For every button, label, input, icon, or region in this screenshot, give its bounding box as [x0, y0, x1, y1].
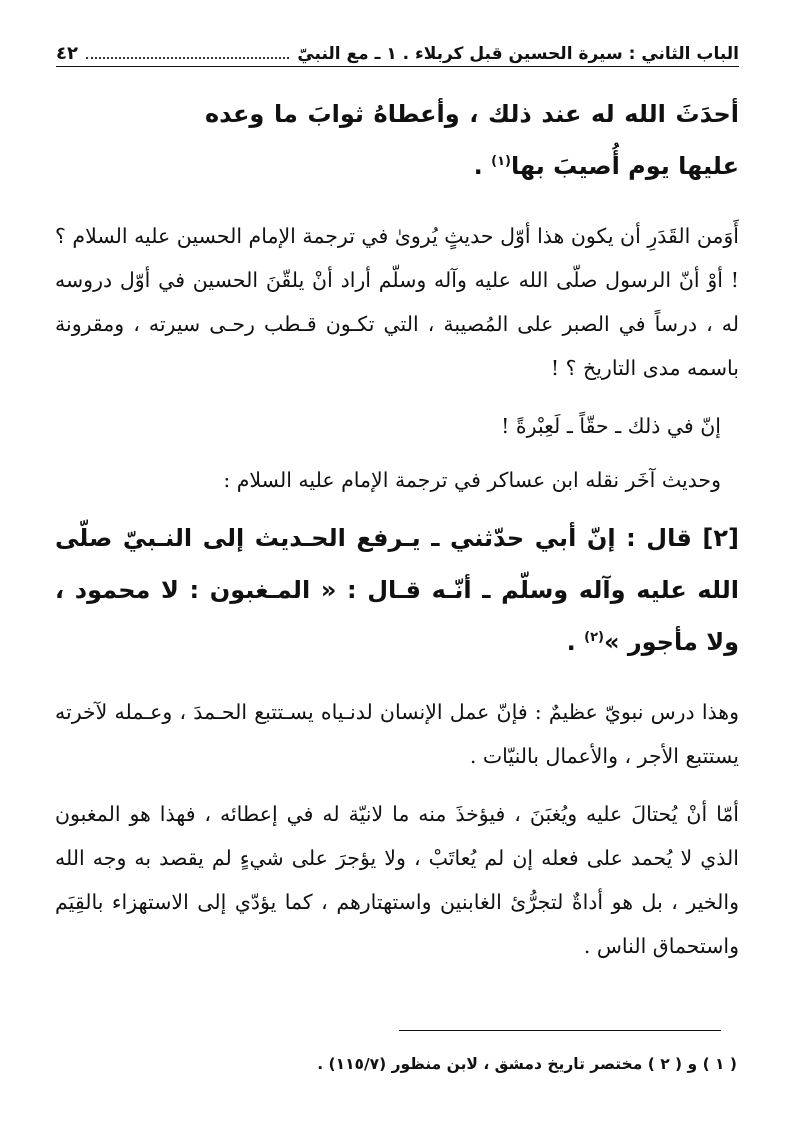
main-text — [55, 88, 739, 982]
hadith-quote-2-end: . — [566, 628, 585, 656]
footnote-ref-1: (١) — [491, 154, 511, 169]
footnote: ( ١ ) و ( ٢ ) مختصر تاريخ دمشق ، لابن منظور (١١٥/٧) . — [317, 1055, 737, 1073]
running-header — [56, 36, 739, 67]
hadith-quote-2 — [55, 512, 739, 668]
hadith-quote-1-end: . — [473, 152, 492, 180]
hadith-quote-2-text: [٢] قال : إنّ أبي حدّثني ـ يـرفع الحـديث إلى النـبيّ صلّى الله عليه وآله وسلّم ـ أنّـه قـال : « المـغبون : لا محمود ، ولا مأجور » — [55, 524, 739, 656]
paragraph-2: إنّ في ذلك ـ حقّاً ـ لَعِبْرةً ! — [501, 414, 721, 438]
footnote-separator — [399, 1030, 721, 1031]
paragraph-1: أَوَمن القَدَرِ أن يكون هذا أوّل حديثٍ يُروىٰ في ترجمة الإمام الحسين عليه السلام ؟ ! أوْ أنّ الرسول صلّى الله عليه وآله وسلّم أراد أنْ يلقّنَ الحسين في أوّل دروسه له ، درساً في الصبر على المُصيبة ، التي تكـون قـطب رحـى سيرته ، ومقرونة باسمه مدى التاريخ ؟ ! — [55, 224, 739, 380]
hadith-quote-1 — [55, 88, 739, 192]
paragraph-5: أمّا أنْ يُحتالَ عليه ويُغبَنَ ، فيؤخذَ منه ما لانيّة له في إعطائه ، فهذا هو المغبون الذي لا يُحمد على فعله إن لم يُعاتَبْ ، ولا يؤجرَ على شيءٍ لم يقصد به وجه الله والخير ، بل هو أداةٌ لتجرُّئ الغابنين واستهتارهم ، كما يؤدّي إلى الاستهزاء بالقِيَم واستحماق الناس . — [55, 802, 739, 958]
hadith-quote-1-text: أحدَثَ الله له عند ذلك ، وأعطاهُ ثوابَ ما وعده عليها يوم أُصيبَ بها — [205, 100, 739, 180]
running-title: الباب الثاني : سيرة الحسين قبل كربلاء . ١ ـ مع النبيّ — [297, 44, 739, 64]
paragraph-3: وحديث آخَر نقله ابن عساكر في ترجمة الإمام عليه السلام : — [223, 468, 721, 492]
paragraph-4: وهذا درس نبويّ عظيمٌ : فإنّ عمل الإنسان لدنـياه يسـتتبع الحـمدَ ، وعـمله لآخرته يستتبع الأجر ، والأعمال بالنيّات . — [55, 700, 739, 768]
page-number: ٤٢ — [56, 43, 78, 64]
header-dot-leader — [86, 57, 289, 59]
footnote-ref-2: (٢) — [584, 630, 604, 645]
